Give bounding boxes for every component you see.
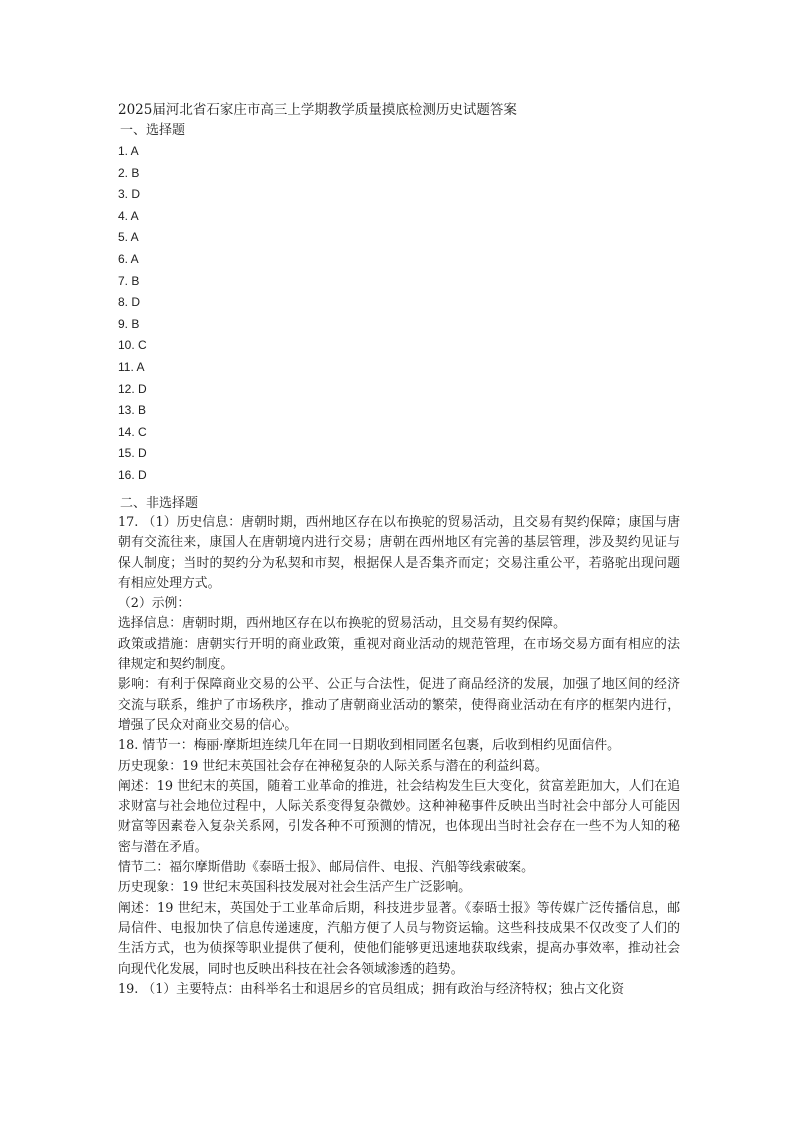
answer-item: 7. B bbox=[118, 273, 140, 288]
document-title: 2025届河北省石家庄市高三上学期教学质量摸底检测历史试题答案 bbox=[118, 102, 517, 118]
answer-item: 6. A bbox=[118, 251, 139, 266]
answer-item: 11. A bbox=[118, 359, 145, 374]
paragraph-q17-part1: 17. （1）历史信息：唐朝时期，西州地区存在以布换驼的贸易活动，且交易有契约保障；康国与唐朝有交流往来，康国人在唐朝境内进行交易；唐朝在西州地区有完善的基层管理，涉及契约见证与保人制度；当时的契约分为私契和市契，根据保人是否集齐而定；交易注重公平，若骆驼出现问题有相应处理方式。 bbox=[118, 515, 680, 591]
answer-item: 13. B bbox=[118, 403, 147, 418]
paragraph-impact: 影响：有利于保障商业交易的公平、公正与合法性，促进了商品经济的发展，加强了地区间的经济交流与联系，维护了市场秩序，推动了唐朝商业活动的繁荣，使得商业活动在有序的框架内进行，增强了民众对商业交易的信心。 bbox=[118, 677, 680, 733]
paragraph-policy: 政策或措施：唐朝实行开明的商业政策，重视对商业活动的规范管理，在市场交易方面有相应的法律规定和契约制度。 bbox=[118, 636, 680, 673]
answer-item: 3. D bbox=[118, 187, 141, 202]
answer-item: 12. D bbox=[118, 381, 147, 396]
section-heading-multiple-choice: 一、选择题 bbox=[120, 123, 186, 138]
answer-item: 10. C bbox=[118, 338, 147, 353]
answer-list bbox=[118, 141, 147, 487]
paragraph-explanation1: 阐述：19 世纪末的英国，随着工业革命的推进，社会结构发生巨大变化，贫富差距加大，人们在追求财富与社会地位过程中，人际关系变得复杂微妙。这种神秘事件反映出当时社会中部分人可能因财富等因素卷入复杂关系网，引发各种不可预测的情况，也体现出当时社会存在一些不为人知的秘密与潜在矛盾。 bbox=[118, 778, 680, 855]
answer-item: 9. B bbox=[118, 316, 140, 331]
section-heading-non-choice: 二、非选择题 bbox=[120, 496, 199, 511]
paragraph-explanation2: 阐述：19 世纪末，英国处于工业革命后期，科技进步显著。《泰晤士报》等传媒广泛传播信息，邮局信件、电报加快了信息传递速度，汽船方便了人员与物资运输。这些科技成果不仅改变了人们的生活方式，也为侦探等职业提供了便利，使他们能够更迅速地获取线索，提高办事效率，推动社会向现代化发展，同时也反映出科技在社会各领域渗透的趋势。 bbox=[118, 900, 680, 977]
answer-item: 5. A bbox=[118, 230, 139, 245]
answer-item: 1. A bbox=[118, 144, 139, 158]
paragraph-phenomenon1: 历史现象：19 世纪末英国社会存在神秘复杂的人际关系与潜在的利益纠葛。 bbox=[118, 758, 548, 774]
answer-item: 2. B bbox=[118, 165, 140, 180]
answer-body bbox=[118, 513, 680, 1000]
paragraph-q18-plot1: 18. 情节一：梅丽·摩斯坦连续几年在同一日期收到相同匿名包裹，后收到相约见面信件。 bbox=[118, 738, 620, 754]
paragraph-phenomenon2: 历史现象：19 世纪末英国科技发展对社会生活产生广泛影响。 bbox=[118, 880, 472, 896]
paragraph-q18-plot2: 情节二：福尔摩斯借助《泰晤士报》、邮局信件、电报、汽船等线索破案。 bbox=[118, 860, 534, 876]
answer-item: 14. C bbox=[118, 424, 147, 439]
paragraph-selected-info: 选择信息：唐朝时期，西州地区存在以布换驼的贸易活动，且交易有契约保障。 bbox=[118, 616, 566, 632]
paragraph-q19-part1: 19. （1）主要特点：由科举名士和退居乡的官员组成；拥有政治与经济特权；独占文化资 bbox=[118, 981, 625, 997]
answer-item: 15. D bbox=[118, 446, 147, 461]
answer-item: 8. D bbox=[118, 295, 141, 310]
paragraph-q17-part2-heading: （2）示例： bbox=[118, 596, 191, 612]
answer-item: 4. A bbox=[118, 208, 139, 223]
answer-item: 16. D bbox=[118, 467, 147, 482]
